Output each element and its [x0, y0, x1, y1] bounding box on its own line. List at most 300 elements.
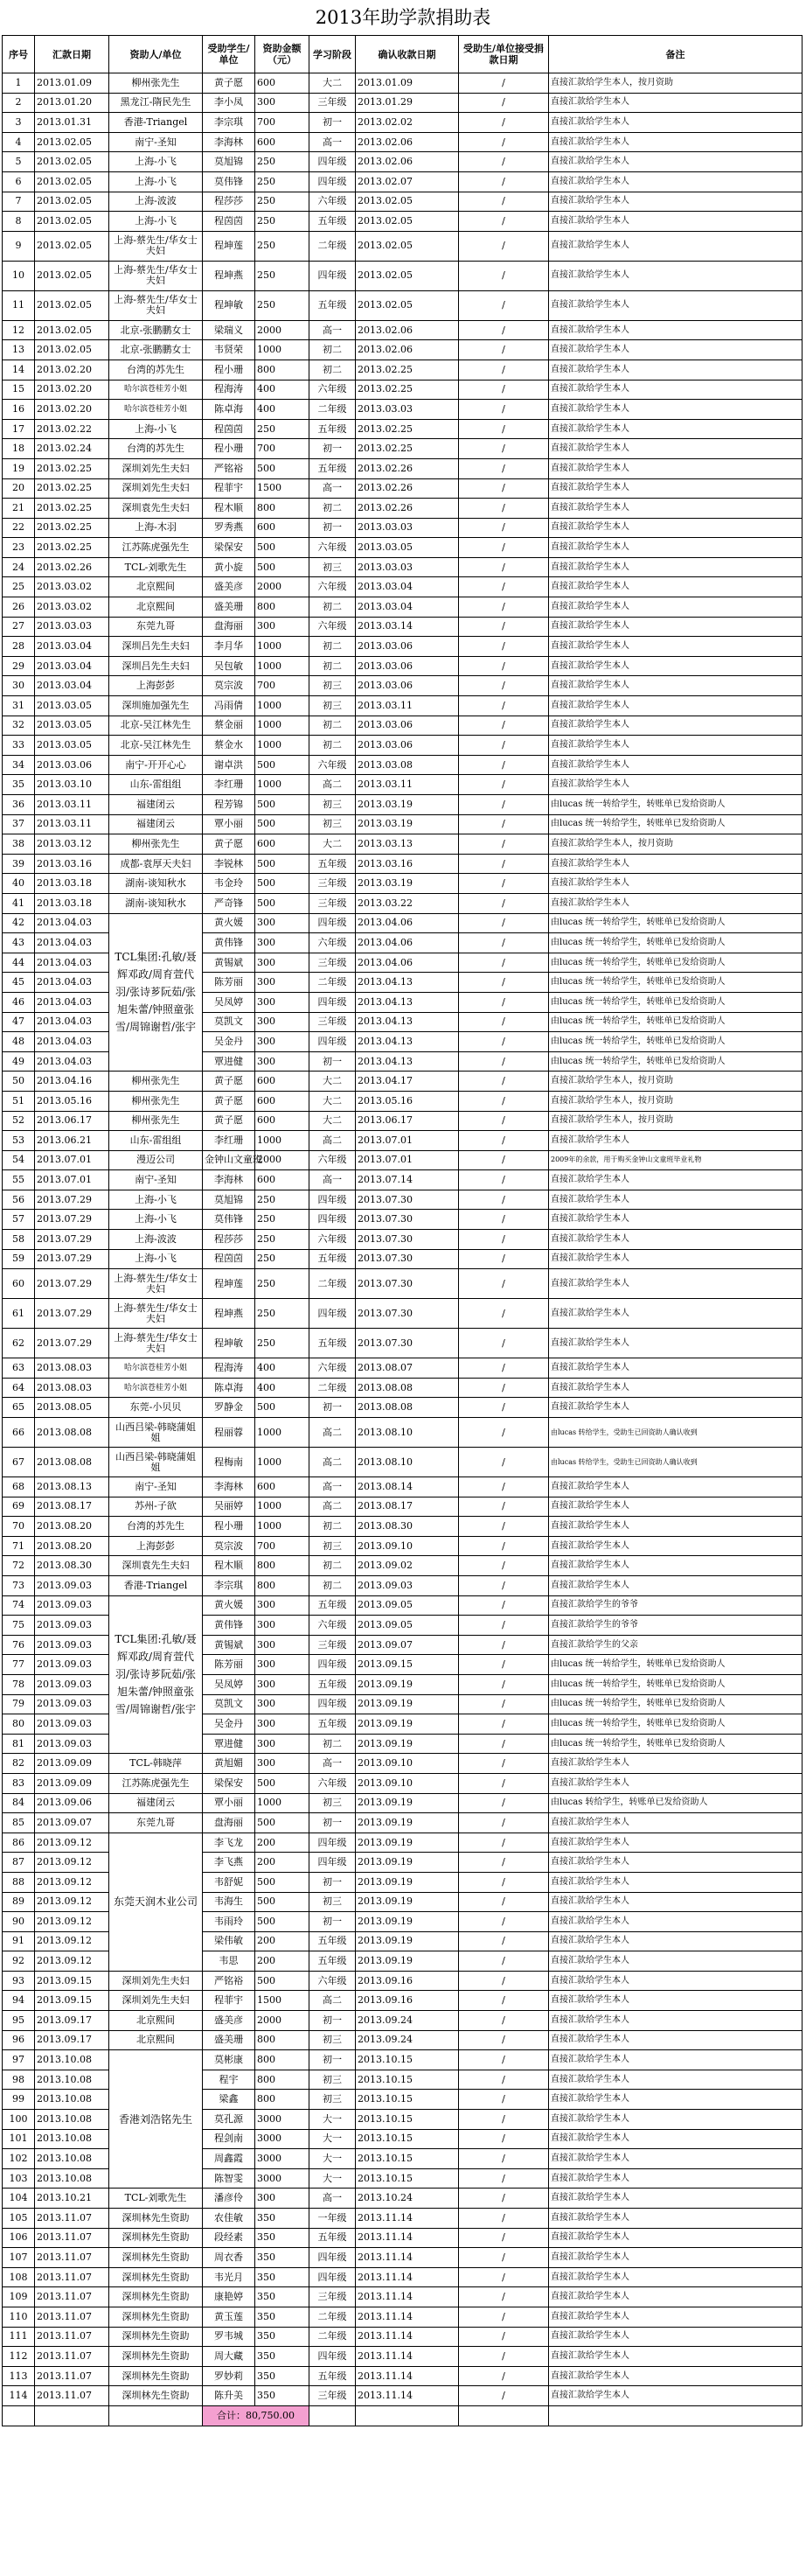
confirm-date: 2013.07.30	[356, 1299, 459, 1329]
remit-date: 2013.01.09	[35, 73, 109, 94]
student-name: 陈升美	[203, 2386, 255, 2406]
confirm-date: 2013.09.19	[356, 1674, 459, 1694]
unit-receipt-date: /	[459, 1131, 549, 1151]
confirm-date: 2013.02.05	[356, 212, 459, 232]
student-name: 李飞龙	[203, 1833, 255, 1853]
remark: 直接汇款给学生本人	[549, 1912, 803, 1932]
unit-receipt-date: /	[459, 518, 549, 538]
table-row	[3, 1576, 803, 1596]
amount: 400	[255, 1358, 309, 1379]
funder-name: 漫迈公司	[109, 1150, 203, 1170]
remit-date: 2013.09.07	[35, 1813, 109, 1833]
row-number: 51	[3, 1091, 35, 1111]
table-row	[3, 1833, 803, 1853]
remark: 直接汇款给学生本人	[549, 478, 803, 499]
remark: 直接汇款给学生本人	[549, 2050, 803, 2070]
row-number: 19	[3, 458, 35, 478]
amount: 200	[255, 1853, 309, 1873]
table-row	[3, 874, 803, 894]
remark: 直接汇款给学生本人	[549, 696, 803, 716]
total-label: 合计：	[217, 2409, 246, 2421]
table-row	[3, 1517, 803, 1537]
amount: 700	[255, 1536, 309, 1556]
student-name: 黄子愿	[203, 1072, 255, 1092]
amount: 300	[255, 1674, 309, 1694]
remark: 直接汇款给学生本人	[549, 458, 803, 478]
student-name: 盛美彦	[203, 577, 255, 597]
row-number: 22	[3, 518, 35, 538]
unit-receipt-date: /	[459, 1892, 549, 1912]
unit-receipt-date: /	[459, 736, 549, 756]
amount: 800	[255, 2090, 309, 2110]
funder-name: 南宁-圣知	[109, 132, 203, 152]
remit-date: 2013.09.03	[35, 1694, 109, 1714]
row-number: 37	[3, 814, 35, 834]
remark: 由lucas 统一转给学生，转账单已发给资助人	[549, 992, 803, 1012]
remit-date: 2013.10.08	[35, 2110, 109, 2130]
remit-date: 2013.03.18	[35, 874, 109, 894]
unit-receipt-date: /	[459, 1051, 549, 1072]
remark: 直接汇款给学生本人	[549, 261, 803, 290]
amount: 350	[255, 2209, 309, 2229]
grade: 三年级	[309, 1012, 356, 1032]
amount: 2000	[255, 1150, 309, 1170]
confirm-date: 2013.11.14	[356, 2347, 459, 2367]
row-number: 109	[3, 2287, 35, 2307]
remit-date: 2013.09.15	[35, 1991, 109, 2011]
confirm-date: 2013.09.19	[356, 1951, 459, 1972]
funder-name: 上海-小飞	[109, 419, 203, 439]
amount: 300	[255, 992, 309, 1012]
amount: 300	[255, 913, 309, 933]
unit-receipt-date: /	[459, 1210, 549, 1230]
remit-date: 2013.10.08	[35, 2168, 109, 2189]
remark: 直接汇款给学生本人	[549, 1210, 803, 1230]
remark: 直接汇款给学生本人	[549, 2070, 803, 2090]
confirm-date: 2013.10.15	[356, 2050, 459, 2070]
row-number: 41	[3, 893, 35, 913]
funder-name: 柳州张先生	[109, 1091, 203, 1111]
funder-name: 北京熙间	[109, 2030, 203, 2050]
student-name: 程海涛	[203, 380, 255, 400]
remark: 直接汇款给学生本人	[549, 231, 803, 261]
amount: 300	[255, 1754, 309, 1774]
unit-receipt-date: /	[459, 1635, 549, 1655]
unit-receipt-date: /	[459, 1269, 549, 1299]
remit-date: 2013.02.25	[35, 499, 109, 519]
table-row	[3, 893, 803, 913]
table-row	[3, 261, 803, 290]
grade: 五年级	[309, 1329, 356, 1358]
remark: 直接汇款给学生本人	[549, 2209, 803, 2229]
table-row	[3, 2050, 803, 2070]
grade: 六年级	[309, 577, 356, 597]
row-number: 68	[3, 1477, 35, 1497]
grade: 大二	[309, 834, 356, 855]
grade: 四年级	[309, 1210, 356, 1230]
student-name: 盘海丽	[203, 1813, 255, 1833]
amount: 3000	[255, 2129, 309, 2149]
remark: 直接汇款给学生本人	[549, 1329, 803, 1358]
remark: 直接汇款给学生本人	[549, 577, 803, 597]
confirm-date: 2013.09.03	[356, 1576, 459, 1596]
student-name: 黄火媛	[203, 1595, 255, 1616]
funder-name: 福建闭云	[109, 795, 203, 815]
funder-name: 深圳林先生资助	[109, 2366, 203, 2386]
unit-receipt-date: /	[459, 171, 549, 192]
remit-date: 2013.11.07	[35, 2228, 109, 2248]
funder-name: 深圳林先生资助	[109, 2327, 203, 2347]
unit-receipt-date: /	[459, 1754, 549, 1774]
row-number: 78	[3, 1674, 35, 1694]
amount: 300	[255, 1694, 309, 1714]
amount: 500	[255, 1892, 309, 1912]
remark: 直接汇款给学生本人	[549, 1269, 803, 1299]
unit-receipt-date: /	[459, 577, 549, 597]
grade: 初二	[309, 637, 356, 657]
unit-receipt-date: /	[459, 340, 549, 360]
grade: 初二	[309, 1734, 356, 1754]
row-number: 11	[3, 290, 35, 320]
student-name: 李红珊	[203, 775, 255, 795]
row-number: 90	[3, 1912, 35, 1932]
remit-date: 2013.09.15	[35, 1971, 109, 1991]
amount: 250	[255, 290, 309, 320]
student-name: 吴凤婷	[203, 1674, 255, 1694]
confirm-date: 2013.07.30	[356, 1249, 459, 1269]
unit-receipt-date: /	[459, 597, 549, 618]
table-row	[3, 716, 803, 736]
student-name: 程小珊	[203, 360, 255, 380]
amount: 700	[255, 439, 309, 459]
row-number: 42	[3, 913, 35, 933]
grade: 高一	[309, 132, 356, 152]
unit-receipt-date: /	[459, 973, 549, 993]
unit-receipt-date: /	[459, 933, 549, 953]
unit-receipt-date: /	[459, 2090, 549, 2110]
funder-name: 上海-波波	[109, 192, 203, 212]
row-number: 72	[3, 1556, 35, 1576]
grade: 六年级	[309, 1150, 356, 1170]
confirm-date: 2013.09.10	[356, 1754, 459, 1774]
table-row	[3, 419, 803, 439]
table-row	[3, 1358, 803, 1379]
table-row	[3, 814, 803, 834]
student-name: 程坤莲	[203, 231, 255, 261]
remark: 由lucas 统一转给学生，转账单已发给资助人	[549, 1051, 803, 1072]
remit-date: 2013.09.03	[35, 1616, 109, 1636]
confirm-date: 2013.10.15	[356, 2149, 459, 2169]
confirm-date: 2013.08.10	[356, 1448, 459, 1477]
unit-receipt-date: /	[459, 2267, 549, 2287]
confirm-date: 2013.06.17	[356, 1111, 459, 1131]
row-number: 73	[3, 1576, 35, 1596]
student-name: 程木顺	[203, 499, 255, 519]
table-row	[3, 1190, 803, 1210]
confirm-date: 2013.09.19	[356, 1912, 459, 1932]
confirm-date: 2013.09.19	[356, 1714, 459, 1735]
row-number: 54	[3, 1150, 35, 1170]
grade: 高一	[309, 478, 356, 499]
unit-receipt-date: /	[459, 2129, 549, 2149]
grade: 四年级	[309, 171, 356, 192]
amount: 300	[255, 973, 309, 993]
row-number: 28	[3, 637, 35, 657]
remark: 直接汇款给学生本人	[549, 360, 803, 380]
remit-date: 2013.09.06	[35, 1793, 109, 1813]
row-number: 86	[3, 1833, 35, 1853]
row-number: 74	[3, 1595, 35, 1616]
remit-date: 2013.11.07	[35, 2248, 109, 2268]
remit-date: 2013.09.17	[35, 2011, 109, 2031]
student-name: 程坤燕	[203, 1299, 255, 1329]
remit-date: 2013.03.06	[35, 755, 109, 775]
confirm-date: 2013.11.14	[356, 2327, 459, 2347]
confirm-date: 2013.01.29	[356, 93, 459, 113]
remark: 直接汇款给学生本人	[549, 2267, 803, 2287]
confirm-date: 2013.10.15	[356, 2129, 459, 2149]
column-header: 受助生/单位接受捐款日期	[459, 36, 549, 73]
confirm-date: 2013.04.13	[356, 973, 459, 993]
confirm-date: 2013.10.15	[356, 2168, 459, 2189]
amount: 300	[255, 1032, 309, 1052]
grade: 二年级	[309, 400, 356, 420]
student-name: 陈卓海	[203, 400, 255, 420]
remark: 直接汇款给学生本人	[549, 290, 803, 320]
student-name: 程茵茵	[203, 1249, 255, 1269]
row-number: 40	[3, 874, 35, 894]
unit-receipt-date: /	[459, 1150, 549, 1170]
unit-receipt-date: /	[459, 1329, 549, 1358]
unit-receipt-date: /	[459, 2030, 549, 2050]
remark: 直接汇款给学生本人	[549, 212, 803, 232]
remit-date: 2013.02.05	[35, 290, 109, 320]
student-name: 李小凤	[203, 93, 255, 113]
grade: 高二	[309, 1991, 356, 2011]
confirm-date: 2013.02.05	[356, 261, 459, 290]
amount: 300	[255, 953, 309, 973]
confirm-date: 2013.02.06	[356, 320, 459, 340]
amount: 300	[255, 93, 309, 113]
student-name: 覃小丽	[203, 1793, 255, 1813]
funder-name: 深圳袁先生夫妇	[109, 499, 203, 519]
column-header: 确认收款日期	[356, 36, 459, 73]
remark: 由lucas 统一转给学生，转账单已发给资助人	[549, 795, 803, 815]
confirm-date: 2013.09.16	[356, 1991, 459, 2011]
remark: 直接汇款给学生本人	[549, 132, 803, 152]
student-name: 黄锡斌	[203, 1635, 255, 1655]
amount: 300	[255, 1595, 309, 1616]
grade: 二年级	[309, 2327, 356, 2347]
unit-receipt-date: /	[459, 1694, 549, 1714]
row-number: 62	[3, 1329, 35, 1358]
unit-receipt-date: /	[459, 795, 549, 815]
amount: 300	[255, 1734, 309, 1754]
grade: 五年级	[309, 1951, 356, 1972]
table-row	[3, 1329, 803, 1358]
remit-date: 2013.10.08	[35, 2070, 109, 2090]
remark: 由lucas 转给学生，转账单已发给资助人	[549, 1793, 803, 1813]
grade: 二年级	[309, 1378, 356, 1398]
unit-receipt-date: /	[459, 360, 549, 380]
table-row	[3, 2209, 803, 2229]
row-number: 104	[3, 2189, 35, 2209]
unit-receipt-date: /	[459, 1398, 549, 1418]
student-name: 陈卓海	[203, 1378, 255, 1398]
confirm-date: 2013.11.14	[356, 2287, 459, 2307]
table-row	[3, 2267, 803, 2287]
student-name: 梁瑞义	[203, 320, 255, 340]
unit-receipt-date: /	[459, 854, 549, 874]
remark: 直接汇款给学生本人	[549, 171, 803, 192]
remit-date: 2013.07.29	[35, 1249, 109, 1269]
student-name: 韦贤荣	[203, 340, 255, 360]
grade: 五年级	[309, 1249, 356, 1269]
remark: 直接汇款给学生本人	[549, 676, 803, 696]
funder-name: 深圳刘先生夫妇	[109, 1971, 203, 1991]
confirm-date: 2013.09.19	[356, 1813, 459, 1833]
remit-date: 2013.09.12	[35, 1892, 109, 1912]
row-number: 58	[3, 1230, 35, 1250]
funder-name: 东莞天润木业公司	[109, 1833, 203, 1971]
remark: 由lucas 统一转给学生，转账单已发给资助人	[549, 1694, 803, 1714]
table-row	[3, 1536, 803, 1556]
funder-name: 台湾的苏先生	[109, 1517, 203, 1537]
student-name: 韦金玲	[203, 874, 255, 894]
remit-date: 2013.11.07	[35, 2327, 109, 2347]
confirm-date: 2013.02.07	[356, 171, 459, 192]
remark: 直接汇款给学生本人，按月资助	[549, 1072, 803, 1092]
table-row	[3, 696, 803, 716]
unit-receipt-date: /	[459, 2347, 549, 2367]
remark: 直接汇款给学生本人	[549, 597, 803, 618]
row-number: 24	[3, 557, 35, 577]
grade: 五年级	[309, 2366, 356, 2386]
unit-receipt-date: /	[459, 290, 549, 320]
remark: 直接汇款给学生本人	[549, 617, 803, 637]
remark: 直接汇款给学生本人	[549, 1931, 803, 1951]
grade: 六年级	[309, 1971, 356, 1991]
remit-date: 2013.02.05	[35, 320, 109, 340]
remark: 直接汇款给学生本人	[549, 874, 803, 894]
remit-date: 2013.03.11	[35, 814, 109, 834]
table-row	[3, 1991, 803, 2011]
student-name: 梁鑫	[203, 2090, 255, 2110]
remark: 直接汇款给学生本人	[549, 2090, 803, 2110]
table-row	[3, 538, 803, 558]
unit-receipt-date: /	[459, 2327, 549, 2347]
student-name: 黄伟锋	[203, 933, 255, 953]
funder-name: 上海-小飞	[109, 1249, 203, 1269]
row-number: 33	[3, 736, 35, 756]
confirm-date: 2013.09.15	[356, 1655, 459, 1675]
row-number: 36	[3, 795, 35, 815]
table-row	[3, 2189, 803, 2209]
grade: 四年级	[309, 1694, 356, 1714]
remit-date: 2013.09.03	[35, 1595, 109, 1616]
remark: 由lucas 统一转给学生，转账单已发给资助人	[549, 1674, 803, 1694]
remit-date: 2013.08.08	[35, 1418, 109, 1448]
grade: 初一	[309, 113, 356, 133]
unit-receipt-date: /	[459, 1448, 549, 1477]
funder-name: 柳州张先生	[109, 1111, 203, 1131]
amount: 800	[255, 360, 309, 380]
row-number: 52	[3, 1111, 35, 1131]
amount: 500	[255, 854, 309, 874]
unit-receipt-date: /	[459, 1091, 549, 1111]
funder-name: 江苏陈虎强先生	[109, 538, 203, 558]
amount: 1000	[255, 637, 309, 657]
column-header: 学习阶段	[309, 36, 356, 73]
table-row	[3, 192, 803, 212]
remit-date: 2013.02.20	[35, 360, 109, 380]
grade: 初三	[309, 1536, 356, 1556]
remark: 直接汇款给学生本人	[549, 1813, 803, 1833]
table-row	[3, 577, 803, 597]
table-row	[3, 913, 803, 933]
grade: 初三	[309, 676, 356, 696]
unit-receipt-date: /	[459, 755, 549, 775]
funder-name: 湖南-谈知秋水	[109, 874, 203, 894]
unit-receipt-date: /	[459, 913, 549, 933]
remark: 直接汇款给学生本人	[549, 380, 803, 400]
amount: 500	[255, 1813, 309, 1833]
table-row	[3, 1754, 803, 1774]
funder-name: 香港刘浩铭先生	[109, 2050, 203, 2189]
confirm-date: 2013.02.26	[356, 499, 459, 519]
remit-date: 2013.11.07	[35, 2386, 109, 2406]
remit-date: 2013.03.04	[35, 637, 109, 657]
amount: 1500	[255, 1991, 309, 2011]
amount: 600	[255, 73, 309, 94]
funder-name: 香港-Triangel	[109, 1576, 203, 1596]
remit-date: 2013.09.12	[35, 1951, 109, 1972]
student-name: 韦思	[203, 1951, 255, 1972]
student-name: 黄火媛	[203, 913, 255, 933]
remark: 直接汇款给学生本人	[549, 93, 803, 113]
total-row	[3, 2405, 803, 2426]
student-name: 吴金丹	[203, 1714, 255, 1735]
unit-receipt-date: /	[459, 1931, 549, 1951]
amount: 600	[255, 1091, 309, 1111]
row-number: 38	[3, 834, 35, 855]
student-name: 程丽蓉	[203, 1418, 255, 1448]
table-row	[3, 2386, 803, 2406]
funder-name: 深圳刘先生夫妇	[109, 1991, 203, 2011]
row-number: 102	[3, 2149, 35, 2169]
funder-name: 深圳林先生资助	[109, 2209, 203, 2229]
student-name: 莫彬康	[203, 2050, 255, 2070]
row-number: 113	[3, 2366, 35, 2386]
unit-receipt-date: /	[459, 1991, 549, 2011]
table-row	[3, 1091, 803, 1111]
amount: 1000	[255, 1517, 309, 1537]
funder-name: 北京-吴江林先生	[109, 736, 203, 756]
table-row	[3, 1378, 803, 1398]
amount: 350	[255, 2366, 309, 2386]
table-row	[3, 290, 803, 320]
row-number: 100	[3, 2110, 35, 2130]
confirm-date: 2013.07.30	[356, 1190, 459, 1210]
funder-name: 上海-波波	[109, 1230, 203, 1250]
unit-receipt-date: /	[459, 2248, 549, 2268]
unit-receipt-date: /	[459, 1912, 549, 1932]
unit-receipt-date: /	[459, 1793, 549, 1813]
remark: 直接汇款给学生本人	[549, 775, 803, 795]
amount: 400	[255, 380, 309, 400]
remark: 直接汇款给学生本人	[549, 716, 803, 736]
unit-receipt-date: /	[459, 478, 549, 499]
